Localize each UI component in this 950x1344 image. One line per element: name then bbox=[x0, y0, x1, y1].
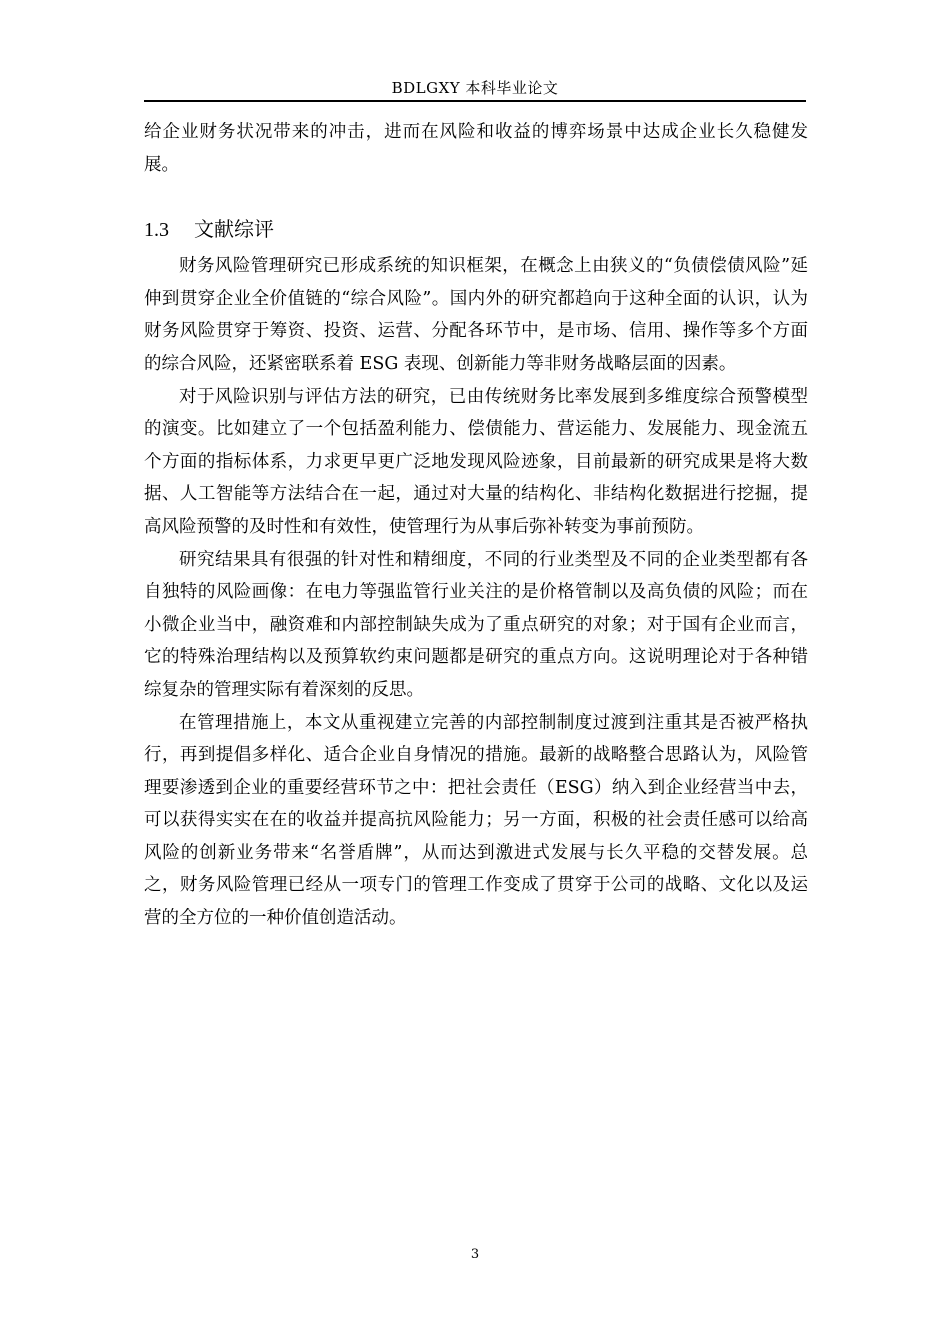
paragraph: 在管理措施上，本文从重视建立完善的内部控制制度过渡到注重其是否被严格执行，再到提倡多样化、适合企业自身情况的措施。最新的战略整合思路认为，风险管理要渗透到企业的重要经营环节之中：把社会责任（ESG）纳入到企业经营当中去，可以获得实实在在的收益并提高抗风险能力；另一方面，积极的社会责任感可以给高风险的创新业务带来“名誉盾牌”，从而达到激进式发展与长久平稳的交替发展。总之，财务风险管理已经从一项专门的管理工作变成了贯穿于公司的战略、文化以及运营的全方位的一种价值创造活动。 bbox=[144, 712, 808, 929]
section-number: 1.3 bbox=[144, 219, 169, 242]
paragraph: 研究结果具有很强的针对性和精细度，不同的行业类型及不同的企业类型都有各自独特的风险画像：在电力等强监管行业关注的是价格管制以及高负债的风险；而在小微企业当中，融资难和内部控制缺失成为了重点研究的对象；对于国有企业而言，它的特殊治理结构以及预算软约束问题都是研究的重点方向。这说明理论对于各种错综复杂的管理实际有着深刻的反思。 bbox=[144, 549, 808, 700]
running-header: BDLGXY 本科毕业论文 bbox=[391, 79, 559, 97]
section-heading bbox=[144, 215, 808, 244]
body-text bbox=[144, 116, 808, 935]
section-title: 文献综评 bbox=[194, 217, 274, 242]
paragraph: 对于风险识别与评估方法的研究，已由传统财务比率发展到多维度综合预警模型的演变。比如建立了一个包括盈利能力、偿债能力、营运能力、发展能力、现金流五个方面的指标体系，力求更早更广泛地发现风险迹象，目前最新的研究成果是将大数据、人工智能等方法结合在一起，通过对大量的结构化、非结构化数据进行挖掘，提高风险预警的及时性和有效性，使管理行为从事后弥补转变为事前预防。 bbox=[144, 386, 808, 537]
page-number: 3 bbox=[470, 1247, 480, 1262]
paragraph-continued: 给企业财务状况带来的冲击，进而在风险和收益的博弈场景中达成企业长久稳健发展。 bbox=[144, 122, 808, 175]
header-rule bbox=[144, 100, 806, 102]
paragraph: 财务风险管理研究已形成系统的知识框架，在概念上由狭义的“负债偿债风险”延伸到贯穿企业全价值链的“综合风险”。国内外的研究都趋向于这种全面的认识，认为财务风险贯穿于筹资、投资、运营、分配各环节中，是市场、信用、操作等多个方面的综合风险，还紧密联系着 ESG 表现、创新能力等非财务战略层面的因素。 bbox=[144, 256, 808, 374]
